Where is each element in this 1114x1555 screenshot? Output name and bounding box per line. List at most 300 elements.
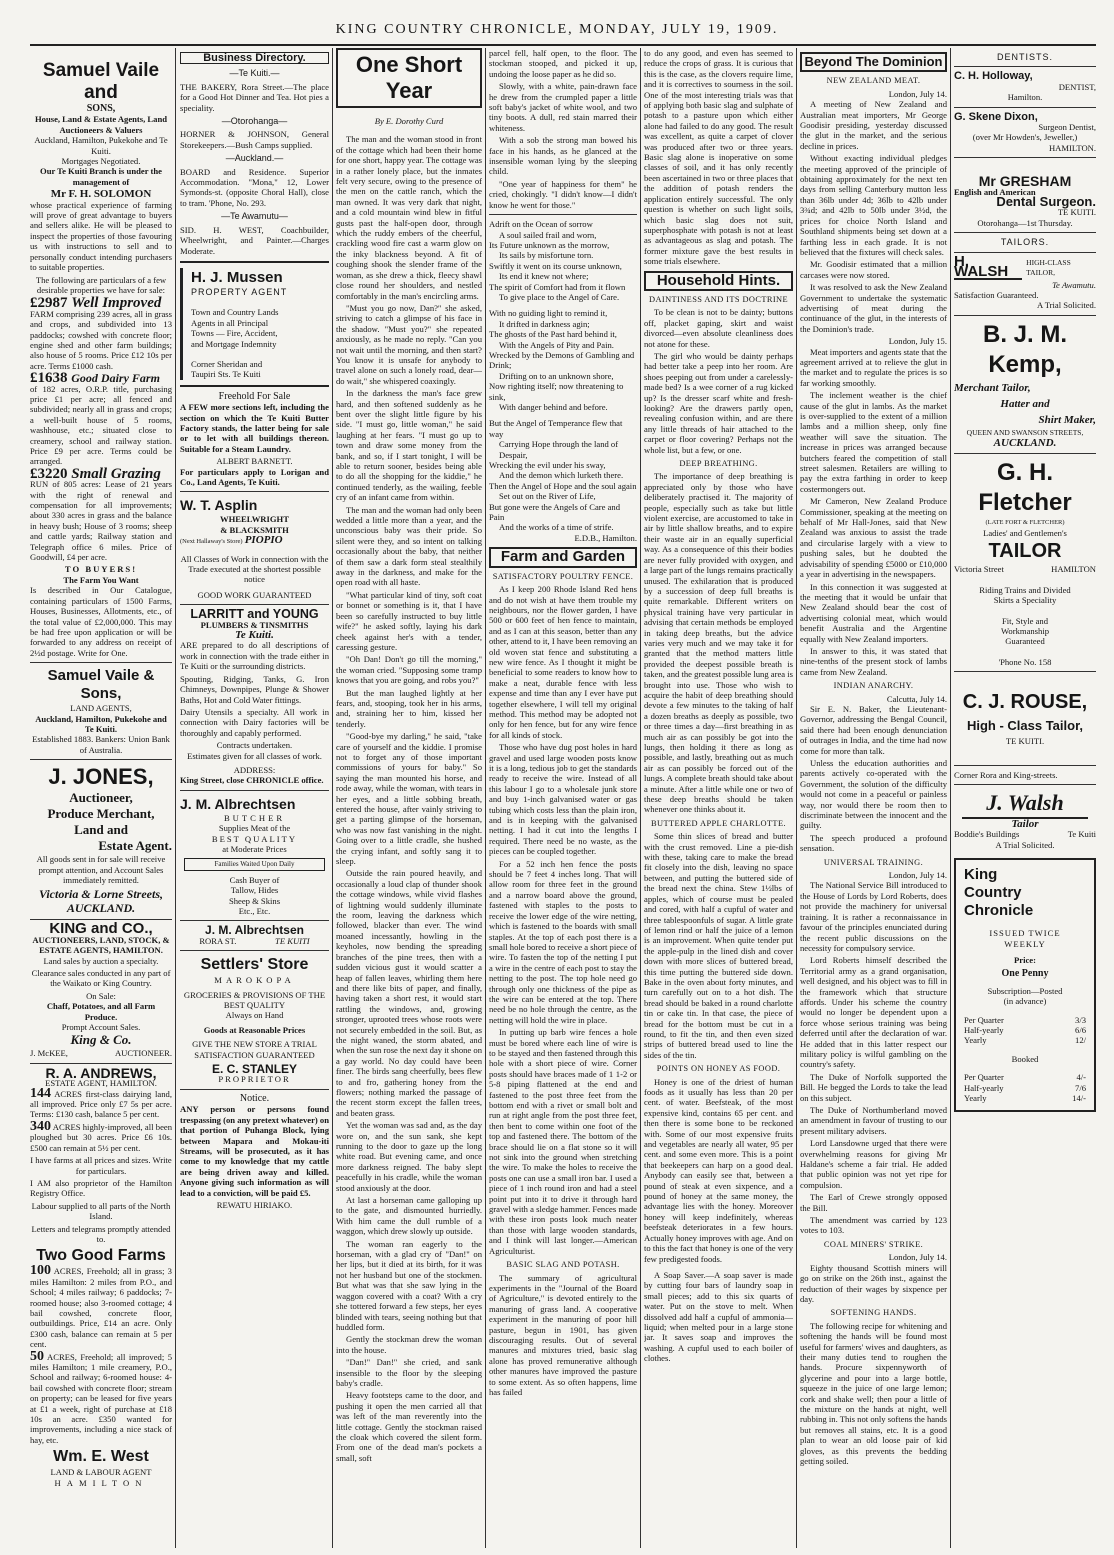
column-divider <box>640 48 641 1548</box>
settlers-line-1: GROCERIES & PROVISIONS OF THE BEST QUALITY <box>183 989 326 1011</box>
divider <box>180 920 329 921</box>
jwalsh-town: Te Kuiti <box>1067 829 1096 840</box>
column-divider <box>332 48 333 1548</box>
directory-section-te-awamutu: —Te Awamutu— <box>221 211 288 222</box>
column-6-news <box>800 48 947 1548</box>
albrechtsen-line-5: Tallow, Hides <box>230 885 279 896</box>
gresham-line-4: Otorohanga—1st Thursday. <box>977 217 1073 228</box>
vaile-sons-sub: LAND AGENTS, <box>70 703 132 714</box>
mussen-line-2: Agents in all Principal <box>191 317 269 328</box>
vaile-sons-places: Auckland, Hamilton, Pukekohe and Te Kuiti. <box>35 713 167 734</box>
walsh-trial: A Trial Solicited. <box>1037 300 1096 311</box>
fence-paragraph: As I keep 200 Rhode Island Red hens and do not wish at have them trouble my neighbours, nor the flower garden, I have 500 or 600 feet of hen fence to maintain, and as I can at this season, better than any other, attend to it, I have been removing an old woven stat fence and substituting a new wire fence. As I thought it might be beneficial to some readers to know how to make a neat, durable fence with less expense and time than any I ever have put together elsewhere, I will tell my original method. This method may be adopted not only for hen fence, but for any wire fence for all kinds of stock. <box>489 584 637 740</box>
poem-line: With danger behind and before. <box>499 402 608 412</box>
poem-line: Then the Angel of Hope and the soul again <box>489 480 637 491</box>
masthead: KING COUNTRY CHRONICLE, MONDAY, JULY 19, 1909. <box>335 22 779 37</box>
albrechtsen-line-4: Cash Buyer of <box>229 874 280 885</box>
household-hints-heading: Household Hints. <box>644 271 793 291</box>
jwalsh-address <box>954 829 1096 839</box>
kemp-line-5: AUCKLAND. <box>993 437 1057 450</box>
chronicle-price-heading: Price: <box>1014 955 1036 966</box>
beyond-dominion-heading: Beyond The Dominion <box>800 52 947 72</box>
dentists-heading: DENTISTS. <box>996 52 1053 62</box>
training-paragraph: Lord Lansdowne urged that there were overwhelming reasons for giving Mr Haldane's scheme a fair trial. He added that public opinion was not yet ripe for compulsion. <box>800 1138 947 1190</box>
nz-meat-heading: NEW ZEALAND MEAT. <box>826 76 921 86</box>
albrechtsen-line-7: Etc., Etc. <box>238 906 271 916</box>
gresham-heading: Mr GRESHAM <box>978 173 1072 190</box>
gresham-line-2: Dental Surgeon. <box>996 194 1096 210</box>
divider <box>180 261 329 263</box>
rate-row <box>964 1093 1086 1103</box>
rate-row <box>964 1072 1086 1082</box>
property-2-price: £1638 <box>30 370 68 387</box>
farm-garden-heading: Farm and Garden <box>489 547 637 567</box>
nz-meat-paragraph: Mr Cameron, New Zealand Produce Commissioner, speaking at the meeting on behalf of Mr Hall-Jones, said that New Zealand was anxious to assist the trade and circularise largely with a view to pushing sales, but he doubted the advisability of spending £5000 or £10,000 a year in advertising in the newspapers. <box>800 496 947 580</box>
gresham-line-1: English and American <box>954 186 1036 197</box>
property-3-price: £3220 <box>30 465 68 482</box>
story-byline: By E. Dorothy Curd <box>374 116 444 126</box>
king-sub: AUCTIONEERS, LAND, STOCK, & ESTATE AGENTS, HAMILTON. <box>32 934 170 956</box>
freehold-body: A FEW more sections left, including the section on which the Te Kuiti Butter Factory stands, the latter being for sale or to let with all buildings thereon. Suitable for a Steam Laundry. <box>180 402 329 454</box>
walsh-place: Te Awamutu. <box>1052 279 1096 290</box>
poem-line: Set out on the River of Life, <box>499 491 596 502</box>
mussen-heading: H. J. Mussen <box>191 268 283 286</box>
rate-label: Half-yearly <box>964 1082 1004 1093</box>
king-line-1: Land sales by auction a specialty. <box>43 955 159 966</box>
poem <box>489 219 637 533</box>
poem-line: Carrying Hope through the land of Despair, <box>499 439 619 460</box>
mussen-line-1: Town and Country Lands <box>191 307 279 318</box>
divider <box>30 662 172 663</box>
rouse-heading: C. J. ROUSE, <box>962 691 1088 714</box>
directory-board: BOARD and Residence. Superior Accommodation. "Mona," 12, Lower Symonds-st. (opposite Choral Hall), close to tram. 'Phone, No. 293. <box>180 166 329 208</box>
holloway-heading: C. H. Holloway, <box>954 70 1033 83</box>
albrechtsen2-heading: J. M. Albrechtsen <box>205 923 304 938</box>
property-3-title: Small Grazing <box>71 465 161 482</box>
vaile-desc: House, Land & Estate Agents, Land Auctioneers & Valuers <box>34 114 168 135</box>
larritt-place: Te Kuiti. <box>235 629 274 642</box>
column-2-business-directory <box>180 48 329 1548</box>
kemp-heading: B. J. M. Kemp, <box>982 320 1067 378</box>
dixon-sub: Surgeon Dentist, <box>1038 122 1096 133</box>
fletcher-sub: (LATE FORT & FLETCHER) <box>985 518 1065 526</box>
farm-item-1 <box>30 1263 172 1350</box>
divider <box>180 790 329 791</box>
property-2-body: of 182 acres, O.R.P. title, purchasing price £1 per acre; all fenced and subdivided; nearly all in grass and crops; a well-built house of 5 rooms, washhouse, etc.; situated close to creamery, school and railway station. Price £9 per acre. Terms could be arranged. <box>30 383 172 467</box>
jwalsh-building: Boddie's Buildings <box>954 829 1020 840</box>
column-7-tradesmen <box>954 48 1096 1548</box>
asplin-line-2: & BLACKSMITH <box>220 524 289 535</box>
column-5-household <box>644 48 793 1548</box>
rate-label: Per Quarter <box>964 1072 1004 1083</box>
albrechtsen-line-1: Supplies Meat of the <box>218 823 291 834</box>
asplin-body: All Classes of Work in connection with the Trade executed at the shortest possible notice <box>180 553 329 585</box>
divider <box>180 604 329 605</box>
kemp-line-1: Merchant Tailor, <box>954 381 1031 394</box>
divider <box>954 784 1096 785</box>
settlers-proprietor: PROPRIETOR <box>218 1074 291 1085</box>
dixon-address: (over Mr Howden's, Jeweller,) <box>972 132 1078 143</box>
jones-heading: J. JONES, <box>48 764 154 790</box>
albrechtsen2-town: TE KUITI <box>275 935 310 946</box>
story-continued: Slowly, with a white, pain-drawn face he drew from the crumpled paper a little soft baby's jacket of white wool, and two tiny boots. A dull, red stain marred their whiteness. <box>489 81 637 133</box>
training-heading: UNIVERSAL TRAINING. <box>823 857 924 867</box>
notice-body: ANY person or persons found trespassing (on any pretext whatever) on that portion of Puhanga Block, lying between Mapara and Mokau-iti Streams, will be prosecuted, as it has come to my knowledge that my cattle are being driven away and killed. Anyone giving such information as will lead to a conviction, will be paid £5. <box>180 1104 329 1198</box>
poem-line: Its end it knew not where; <box>499 271 589 282</box>
story-paragraph: The man and the woman had only been wedded a little more than a year, and the unconscious baby was their pride. So silent were they, and so intent on talking occasionally about the baby, that neither of them saw a dark form steal stealthily away in the darkness, and make for the open road with all haste. <box>336 504 482 588</box>
honey-heading: POINTS ON HONEY AS FOOD. <box>656 1064 781 1074</box>
nz-meat-paragraph: In this connection it was suggested at the meeting that it would be unfair that New Zealand should bear the cost of advertising colonial meat, which would benefit Australia and the Argentine equally with New Zealand importers. <box>800 581 947 644</box>
property-1-body: FARM comprising 239 acres, all in grass and crops, and subdivided into 13 paddocks; cowshed with concrete floor; engine shed and other farm buildings; also house of 5 rooms. Price £12 10s per acre. Terms £1000 cash. <box>30 308 172 371</box>
nz-meat-date: London, July 14. <box>888 88 947 99</box>
coal-heading: COAL MINERS' STRIKE. <box>823 1239 924 1249</box>
dainty-heading: DAINTINESS AND ITS DOCTRINE <box>649 294 788 304</box>
tailors-heading: TAILORS. <box>1000 237 1050 248</box>
divider <box>30 1063 172 1064</box>
fletcher-line-1: Ladies' and Gentlemen's <box>983 527 1067 538</box>
freehold-heading: Freehold For Sale <box>218 390 291 402</box>
kemp-line-4: QUEEN AND SWANSON STREETS, <box>966 427 1084 437</box>
poem-line: But the Angel of Temperance flew that way <box>489 418 623 439</box>
story-paragraph: But the man laughed lightly at her fears, and, stooping, took her in his arms, and, straining her to him, kissed her tenderly. <box>336 687 482 729</box>
story-paragraph: Gently the stockman drew the woman into the house. <box>336 1334 482 1355</box>
chronicle-ad <box>954 858 1096 1111</box>
andrews-item-2 <box>30 1118 172 1153</box>
andrews-heading: R. A. ANDREWS, <box>45 1064 157 1081</box>
divider <box>954 157 1096 158</box>
dixon-heading: G. Skene Dixon, <box>954 110 1038 123</box>
story-paragraph: "Dan!" Dan!" she cried, and sank insensible to the floor by the sleeping baby's cradle. <box>336 1357 482 1388</box>
albrechtsen2-street: RORA ST. <box>199 935 237 946</box>
hands-heading: SOFTENING HANDS. <box>830 1308 917 1318</box>
masthead-rule <box>30 44 1096 46</box>
directory-west: SID. H. WEST, Coachbuilder, Wheelwright, and Painter.—Charges Moderate. <box>180 224 329 256</box>
property-2-heading <box>30 370 172 387</box>
charlotte-paragraph: Some thin slices of bread and butter with the crust removed. Line a pie-dish with these, taking care to make the bread fit closely into the dish, leaving no space between, and putting the buttered side of the bread next the china. Stew 1½lbs of apples, which of course must be pealed and cored, with half a cupful of water and three tablespoonfuls of sugar. A little grate of lemon rind or half the juice of a lemon is an improvement. When quite tender put the apple-pulp in the lined dish and cover down with more slices of buttered bread, this time putting the buttered side down. Bake in the oven about forty minutes, and turn carefully out on to a hot dish. The bread should be baked in a round charlotte tin or cake tin. In that case, the piece of bread for the bottom must be cut in a round, to fit the tin, and then even sized strips of buttered bread used to line the sides of the tin. <box>644 831 793 1060</box>
slag-heading: BASIC SLAG AND POTASH. <box>506 1260 620 1270</box>
albrechtsen-box: Families Waited Upon Daily <box>184 858 325 870</box>
rate-row <box>964 1083 1086 1093</box>
divider <box>954 232 1096 233</box>
training-paragraph: The Duke of Northumberland moved an amendment in favour of trusting to our present military advisers. <box>800 1105 947 1136</box>
dixon-place: HAMILTON. <box>1048 142 1096 153</box>
divider <box>954 107 1096 108</box>
gresham-line-3: TE KUITI. <box>1057 207 1096 218</box>
divider <box>489 214 637 215</box>
larritt-body: ARE prepared to do all descriptions of work in connection with the trade either in Te Kuiti or the surrounding districts. <box>180 640 329 672</box>
chronicle-line-1: King <box>964 866 998 884</box>
asplin-location <box>180 535 329 547</box>
rate-value: 7/6 <box>1075 1082 1086 1093</box>
story-paragraph: Yet the woman was sad and, as the day wore on, and the sun sank, she kept running to the door to gaze up the long white road. But evening came, and once more darkness reigned. The baby slept peacefully in his cradle, while the woman stood anxiously at the door. <box>336 1120 482 1193</box>
poem-signature: E.D.B., Hamilton. <box>574 532 637 543</box>
mussen-line-6: Taupiri Sts. Te Kuiti <box>191 369 261 380</box>
farm-item-2-body: ACRES, Freehold; all improved; 5 miles Hamilton; 1 mile creamery, P.O., School and railway; 6-roomed house: 4-bail cowshed with concrete floor; stream on property; can be leased for five years at £1 a week, right of purchase at £18 10s an acre. £350 wanted for improvements, including a nice stack of hay, etc. <box>30 1351 172 1445</box>
training-paragraph: The amendment was carried by 123 votes to 103. <box>800 1215 947 1236</box>
property-1-heading <box>30 295 172 312</box>
india-paragraph: The speech produced a profound sensation. <box>800 832 947 854</box>
dainty-paragraph: To be clean is not to be dainty; buttons off, placket gaping, skirt and waist divorced—even absolute cleanliness does not atone for these. <box>644 307 793 349</box>
poem-line: Swiftly it went on its course unknown, <box>489 260 622 271</box>
larritt-sub: PLUMBERS & TINSMITHS <box>200 619 309 630</box>
buyers-sub: The Farm You Want <box>63 574 139 585</box>
larritt-list: Spouting, Ridging, Tanks, G. Iron Chimneys, Downpipes, Plunge & Shower Baths, Hot and Cold Water fittings. <box>180 673 329 705</box>
buyers-heading: TO BUYERS! <box>64 564 138 575</box>
training-paragraph: The Earl of Crewe strongly opposed the Bill. <box>800 1192 947 1213</box>
settlers-owner: E. C. STANLEY <box>211 1062 298 1077</box>
coal-date: London, July 14. <box>888 1252 947 1263</box>
nz-meat-paragraph: In answer to this, it was stated that nine-tenths of the present stock of lambs came from New Zealand. <box>800 645 947 677</box>
nz-meat-paragraph: It was resolved to ask the New Zealand Government to undertake the systematic advertising of meat during the continuance of the glut, in the interests of the Dominion's trade. <box>800 282 947 334</box>
rate-row <box>964 1035 1086 1045</box>
fletcher-street: Victoria Street <box>954 564 1004 575</box>
india-paragraph: Sir E. N. Baker, the Lieutenant-Governor, addressing the Bengal Council, said there had been enough denunciation of outrages in India, and the time had now come for more than talk. <box>800 703 947 756</box>
notice-name: REWATU HIRIAKO. <box>216 1199 293 1210</box>
poem-line: To give place to the Angel of Care. <box>499 291 620 302</box>
jones-body: All goods sent in for sale will receive prompt attention, and Account Sales immediately remitted. <box>36 854 166 885</box>
rate-value: 14/- <box>1072 1093 1086 1104</box>
rouse-line-1: High - Class Tailor, <box>966 718 1084 734</box>
india-date: Calcutta, July 14. <box>886 693 947 704</box>
king-auctioneer-name: J. McKEE, <box>30 1048 68 1059</box>
chronicle-booked: Booked <box>1011 1053 1039 1064</box>
story-paragraph: Heavy footsteps came to the door, and pushing it open the men carried all that was left of the man reverently into the little cottage. Gently the stockman raised the cloak which covered the silent form. From one of the dead man's pockets a small, soft <box>336 1390 482 1463</box>
divider <box>954 765 1096 766</box>
fence-paragraph: For a 52 inch hen fence the posts should be 7 feet 4 inches long. That will allow room for three feet in the ground and a narrow board above the ground, fastened with staples to the posts to receive the lower edge of the wire netting, which is fastened to the boards with small staples. At the top of each post there is a small hole bored to receive a short piece of wire. To fasten the top of the netting I put a wire in the centre of each post to stay the netting to the post. The top hole need go through only one thickness of the pipe as the wire can be entered at the top. There need be no hole through the centre, as the netting will hold the wire in place. <box>489 858 637 1025</box>
vaile-following: The following are particulars of a few desirable properties we have for sale: <box>35 274 167 295</box>
rate-row <box>964 1015 1086 1025</box>
story-paragraph: "Good-bye my darling," he said, "take care of yourself and the kiddie. I promise not to forget any of those important commissions of yours for baby." So saying the man mounted his horse, and rode away, while the woman, with tears in her eyes, and a little sobbing breath, entered the house, after vainly striving to get a parting glimpse of the horseman, who was now fast vanishing in the night. Going over to a little cradle, she hushed the crying infant, and softly sang it to sleep. <box>336 731 482 867</box>
charlotte-heading: BUTTERED APPLE CHARLOTTE. <box>651 818 786 828</box>
poem-line: Adrift on the Ocean of sorrow <box>489 219 593 230</box>
freehold-apply: For particulars apply to Lorigan and Co., Land Agents, Te Kuiti. <box>180 466 329 487</box>
deep-breathing-paragraph: The importance of deep breathing is appreciated only by those who have deliberately practised it. The majority of people, especially such as take but little violent exercise, are accustomed to take in air by little shallow breaths, and to expire their waste air in an equally superficial way. As a consequence of this their bodies are never fully provided with oxygen, and a large part of the lungs remains practically unused. The exhilaration that is produced by a succession of deep full breaths is quite remarkable. Different writers on physical training have very particular in advising that certain methods be employed in taking deep breaths, but the advice varies very much and we may take it for granted that the method matters little provided the deepest possible breath is taken, and the greatest possible lung area is brought into use. Those who wish to acquire the habit of deep breathing should devote a few minutes to the taking of half a dozen breaths as deeply as possible, two or three times a day—first breathing in as much air as can possibly be got into the lungs, then holding it there as long as possible, and lastly, breathing out as much air as can possibly be forced out of the lungs. A complete breath should take about a minute. After a little while one or two of these deep breaths should be taken whenever one thinks about it. <box>644 471 793 815</box>
settlers-heading: Settlers' Store <box>200 956 309 974</box>
column-divider <box>796 48 797 1548</box>
story-paragraph: "Oh Dan! Don't go till the morning," the woman cried. "Supposing some tramp knows that you are going, and robs you?" <box>336 654 482 686</box>
training-paragraph: Lord Roberts himself described the Territorial army as a grand organisation, well designed, and his object was to fill in the framework which that structure affords. Under his scheme the country would no longer be dependent upon a force whose serious training was being deferred until after the declaration of war. He added that in this latter respect our military policy is wilful gambling on the country's safety. <box>800 955 947 1070</box>
kemp-line-2: Hatter and <box>1000 397 1050 410</box>
story-continued: "One year of happiness for them" he cried, chokingly. "I didn't know—I didn't know he went for those." <box>489 178 637 210</box>
nz-meat-date-2: London, July 15. <box>888 336 947 347</box>
mussen-line-4: and Mortgage Indemnity <box>191 338 277 349</box>
story-paragraph: The woman ran eagerly to the horseman, with a glad cry of "Dan!" on her lips, but it died at its birth, for it was not her husband but one of the stockmen. But what was that she saw lying in the waggon covered with a coat? With a cry she tottered forward a few steps, her eyes blinded with tears, seeing nothing but that huddled form. <box>336 1238 482 1332</box>
divider <box>954 252 1096 253</box>
soap-paragraph: A Soap Saver.—A soap saver is made by cutting four bars of laundry soap in small pieces; add to this six quarts of water. Put on the stove to melt. When dissolved add half a cupful of ammonia—liquid; when melted pour in a large stone jar. It saves soap and improves the washing. A cupful used to each boiler of clothes. <box>644 1269 793 1364</box>
rouse-line-3: Corner Rora and King-streets. <box>954 769 1058 780</box>
asplin-line-3: (Next Hallaway's Store) <box>180 538 243 546</box>
jones-address: Victoria & Lorne Streets, AUCKLAND. <box>38 887 163 916</box>
directory-horner: HORNER & JOHNSON, General Storekeepers.—Bush Camps supplied. <box>180 129 329 150</box>
notice-heading: Notice. <box>239 1092 270 1104</box>
mussen-sub: PROPERTY AGENT <box>191 286 288 297</box>
rate-label: Per Quarter <box>964 1014 1004 1025</box>
asplin-guarantee: GOOD WORK GUARANTEED <box>197 589 312 600</box>
poem-line: The ghosts of the Past hard behind it, <box>489 329 617 340</box>
king-heading: KING and CO., <box>49 920 153 938</box>
story-paragraph: In the darkness the man's face grew hard, and then softened suddenly as he bent over the slight little figure by his side. "I must go, little woman," he said laughing at her fears. "I must go up to town and draw some money from the bank, and so, if I start tonight, I will be able to return sooner, besides being able to do all the shopping for the kiddie," he continued tenderly, as the wailing, feeble cry of an infant came from within. <box>336 388 482 503</box>
fence-paragraph: In putting up barb wire fences a hole must be bored where each line of wire is to be stayed and then fastened through this hole with a short piece of wire. Corner posts should have braces made of 1 1-2 or 5-8 piping flattened at the end and fastened to the post three feet from the bottom end with a rivet or small bolt and run at right angle from the post three feet, then bent to come within one foot of the top and fastened there. The bottom of the brace should lie on a flat stone so it will not sink into the ground when stretching the wire. To make the holes to receive the posts one can use a small iron bar. I used a piece of 1 inch round iron and had a steel point put into it to drive it through hard gravel with a sledge hammer. Fences made with these iron posts look much neater than those with large wooden standards, and I think will last longer.—American Agriculturist. <box>489 1027 637 1256</box>
rate-value: 6/6 <box>1075 1025 1086 1036</box>
farm-item-2 <box>30 1348 172 1446</box>
albrechtsen-line-3: at Moderate Prices <box>222 843 287 854</box>
jwalsh-line-3: A Trial Solicited. <box>995 839 1055 850</box>
holloway-place: Hamilton. <box>1007 92 1043 103</box>
vaile-sons-heading: Samuel Vaile & Sons, <box>47 667 155 703</box>
jones-line-2: Produce Merchant, <box>47 806 155 822</box>
two-farms-heading: Two Good Farms <box>36 1247 166 1265</box>
farm-item-1-num: 100 <box>30 1263 51 1279</box>
directory-section-auckland: —Auckland.— <box>225 153 284 164</box>
hands-paragraph: The following recipe for whitening and softening the hands will be found most useful for farmers' wives and daughters, as their many duties tend to roughen the hands. Procure sixpennyworth of glycerine and pour into a large bottle, squeeze in the juice of one large lemon; cork and shake well; then pour a little of the mixture on the hands at night, well rubbing in. This not only softens the hands but removes all stains, etc. It is a good plan to wear an old loose pair of kid gloves, as this prevents the bedding getting soiled. <box>800 1320 947 1466</box>
albrechtsen-sub: BUTCHER <box>223 812 286 823</box>
larritt-estimates: Estimates given for all classes of work. <box>187 750 322 761</box>
directory-section-te-kuiti: —Te Kuiti.— <box>229 68 280 79</box>
larritt-dairy: Dairy Utensils a specialty. All work in connection with Dairy factories will be thoroughly and capably performed. <box>180 706 329 738</box>
west-heading: Wm. E. West <box>53 1448 149 1466</box>
king-line-5: Prompt Account Sales. <box>61 1022 141 1033</box>
farm-item-1-body: ACRES, Freehold; all in grass; 3 miles Hamilton: 2 miles from P.O., and School; 4 miles railway; 6 paddocks; 7-roomed house; also 3-roomed cottage; 4 bail cowshed, concrete floor, outbuildings. Price, £14 an acre. Only £300 cash, balance can remain at 5 per cent. <box>30 1266 172 1350</box>
jones-line-3: Land and <box>74 822 128 838</box>
andrews-list: I have farms at all prices and sizes. Write for particulars. <box>30 1155 172 1176</box>
larritt-address-heading: ADDRESS: <box>233 764 276 775</box>
vaile-body: whose practical experience of farming will prove of great advantage to buyers and sellers alike. He will be pleased to inspect the properties of those favouring us with instructions to sell and to personally conduct intending purchasers to suitable properties. <box>30 199 172 273</box>
divider <box>180 385 329 387</box>
fletcher-heading: G. H. Fletcher <box>978 458 1072 516</box>
fletcher-line-8: Guaranteed <box>1005 636 1045 647</box>
divider <box>954 315 1096 316</box>
story-paragraph: "What particular kind of tiny, soft coat or bonnet or something is it, that I have been so carefully instructed to buy little wife?" he asked softly, laying his dark cheek against her's with a tender, caressing gesture. <box>336 589 482 652</box>
column-divider <box>485 48 486 1548</box>
rouse-line-2: TE KUITI. <box>1005 736 1045 747</box>
property-1-title: Well Improved <box>71 295 162 312</box>
poem-line: Drifting on to an unknown shore, <box>499 370 614 381</box>
rate-label: Yearly <box>964 1035 987 1046</box>
directory-heading: Business Directory. <box>180 52 329 64</box>
fletcher-line-5: Skirts a Speciality <box>993 595 1057 606</box>
property-3-body: RUN of 805 acres: Lease of 21 years with the right of renewal and compensation for all improvements; about 330 acres in grass and the balance in heavy bush; House of 3 rooms; sheep and cattle yards; Railway station and Telegraph office 6 miles. Price of Goodwill, £4 per acre. <box>30 479 172 563</box>
king-line-6: King & Co. <box>70 1032 132 1048</box>
divider <box>30 759 172 760</box>
king-line-4: Chaff, Potatoes, and all Farm Produce. <box>46 1001 156 1022</box>
coal-paragraph: Eighty thousand Scottish miners will go on strike on the 26th inst., against the reduction of their wages by sixpence per day. <box>800 1262 947 1304</box>
walsh-row <box>954 252 1096 281</box>
vaile-branch: Our Te Kuiti Branch is under the management of <box>40 166 162 187</box>
nz-meat-paragraph: The inclement weather is the chief cause of the glut in lambs. As the market is over-supplied to the extent of a million lambs and a million sheep, only fine weather will save the situation. The increase in prices was arranged because butchers feared the competition of stall street salesmen. Retailers are willing to pay the extra farthing in order to keep costermongers out. <box>800 390 947 494</box>
chronicle-issued: ISSUED TWICE WEEKLY <box>989 928 1061 949</box>
king-line-3: On Sale: <box>86 990 116 1001</box>
column-3-story <box>336 48 482 1548</box>
freehold-name: ALBERT BARNETT. <box>216 456 293 467</box>
king-auctioneer <box>30 1048 172 1058</box>
andrews-sub: ESTATE AGENT, HAMILTON. <box>45 1078 157 1089</box>
settlers-line-2: Always on Hand <box>225 1010 284 1021</box>
settlers-line-4: GIVE THE NEW STORE A TRIAL SATISFACTION GUARANTEED <box>192 1039 317 1060</box>
divider <box>954 671 1096 672</box>
albrechtsen2-address <box>180 936 329 946</box>
india-heading: INDIAN ANARCHY. <box>833 681 914 691</box>
larritt-heading: LARRITT and YOUNG <box>190 607 319 622</box>
rate-value: 4/- <box>1076 1072 1086 1083</box>
rate-row <box>964 1025 1086 1035</box>
property-1-price: £2987 <box>30 295 68 312</box>
asplin-line-4: PIOPIO <box>244 534 283 547</box>
buyers-body: Is described in Our Catalogue, containing particulars of 1500 Farms, Houses, Businesses, Allotments, etc., of the total value of £2,000,000. This may be had free upon application or will be forwarded to any address on receipt of 2½d postage. Write for One. <box>30 585 172 658</box>
poem-line: Wrecked by the Demons of Gambling and Drink; <box>489 349 635 371</box>
holloway-sub: DENTIST, <box>1058 81 1096 92</box>
chronicle-subscription-note: (in advance) <box>1003 996 1047 1007</box>
poem-line: With the Angels of Pity and Pain. <box>499 339 614 350</box>
honey-paragraph: Honey is one of the driest of human foods as it usually has less than 20 per cent. of water. Beefsteak, of the most expensive kind, contains 65 per cent. and then there is some bone to be reckoned with. Some of our most expensive fruits and vegetables are nearly all water, 95 per cent. and some even more. This is a point that beekeepers can harp on a good deal. Anybody can easily see that, between a pound of steak at even sixpence, and a pound of honey at the same money, the advantage lies with the honey. Moreover honey will keep indefinitely, whereas beefsteak deteriorates in a few hours. Actually honey improves with age. And on to this the fact that honey is one of the very few predigested foods. <box>644 1076 793 1264</box>
west-sub: LAND & LABOUR AGENT <box>50 1467 152 1478</box>
divider <box>180 950 329 951</box>
story-paragraph: Outside the rain poured heavily, and occasionally a loud clap of thunder shook the cottage windows, while vivid flashes of lightning would suddenly illuminate the room, leaving the darkness which followed, blacker than ever. The wind moaned incessantly, howling in the keyholes, now bending the spreading branches of the pine trees, then with a sudden vicious gust it would scatter a heap of fallen leaves, whirling them here and there like bits of paper, and finally, having taken a short rest, it would start rattling the windows, and, growing stronger, uprooted trees whose roots were not securely embedded in the soil. But, as the night waned, the storm abated, and when the sun rose the next day it shone on a gay world. No day could have been finer. The birds sang cheerfully, bees flew to and fro, gathering honey from the flowers; nothing marked the passage of the recent storm except the fallen trees, and beaten grass. <box>336 868 482 1118</box>
andrews-letters: Letters and telegrams promptly attended to. <box>31 1223 171 1244</box>
story-paragraph: At last a horseman came galloping up to the gate, and dismounted hurriedly. With him came the dull rumble of a waggon, which drew slowly up outside. <box>336 1195 482 1237</box>
story-continued: With a sob the strong man bowed his face in his hands, as he glanced at the insensible woman lying by the sleeping child. <box>489 135 637 177</box>
nz-meat-paragraph: Without exacting individual pledges the meeting approved of the principle of obtaining approximately for the next ten days from selling Canterbury mutton less than 36lb under 4d; 36lb to 42lb under 3¾d; and 42lb to 50lb under 3½d, the prices for choice North Island and Southland shipments being set down at a farthing less in each grade. It is not believed that the fixtures will check sales. <box>800 153 947 257</box>
andrews-item-2-num: 340 <box>30 1118 51 1134</box>
deep-breathing-heading: DEEP BREATHING. <box>679 459 758 469</box>
andrews-item-1-body: ACRES first-class dairying land, all improved. Price only £7 5s per acre. Terms: £130 cash, balance 5 per cent. <box>30 1088 172 1120</box>
andrews-registry: I AM also proprietor of the Hamilton Registry Office. <box>30 1177 172 1199</box>
chronicle-subscription: Subscription—Posted <box>987 985 1063 996</box>
fletcher-line-7: Workmanship <box>1001 625 1049 636</box>
divider <box>180 491 329 492</box>
story-paragraph: The man and the woman stood in front of the cottage which had been their home for one short, happy year. The cottage was in a rather lonely place, but the inmates felt very secure, owing to the presence of the men on the cattle ranch, which the man owned. It was very dark that night, and a cold mountain wind blew in fitful gusts past the half-open door, through which the ruddy embers of the cheerful, crackling wood fire cast a warm glow on the inky blackness beyond. A fit of coughing shook the slender frame of the woman, as she drew a thick, fleecy shawl close round her shoulders, and nestled comfortably in the man's encircling arms. <box>336 134 482 301</box>
poem-line: But gone were the Angels of Care and Pain <box>489 501 621 523</box>
walsh-heading: H. WALSH <box>954 257 1022 280</box>
larritt-contracts: Contracts undertaken. <box>216 740 293 751</box>
jones-line-1: Auctioneer, <box>69 790 133 806</box>
column-1-ads <box>30 48 172 1548</box>
vaile-sons: SONS, <box>86 103 116 114</box>
chronicle-price: One Penny <box>1001 968 1049 980</box>
column-divider <box>175 48 176 1548</box>
albrechtsen-line-6: Sheep & Skins <box>228 895 281 906</box>
slag-continued: to do any good, and even has seemed to reduce the crops of grass. It is curious that this is the case, as the clovers require lime, and it is correctives to sourness in the soil. One of the most interesting trials was that of applying both basic slag and sulphate of potash to a pasture upon which either alone had failed to do any good. The result was excellent, as quite a carpet of clover was produced after two or three years. Basic slag alone is inoperative on some classes of soil, and it has only recently been ascertained in two or three places that the addition of potash renders the application entirely successful. The only question is whether on such light soils, which basic slag does not suit, superphosphate with potash is not at least as advantageous as slag and potash. The former mixture gave the best results in some trials elsewhere. <box>644 48 793 267</box>
rate-value: 12/ <box>1075 1035 1086 1046</box>
property-3-heading <box>30 465 172 482</box>
chronicle-line-2: Country <box>964 884 1022 902</box>
farm-item-2-num: 50 <box>30 1348 44 1364</box>
directory-section-otorohanga: —Otorohanga— <box>221 116 288 127</box>
settlers-line-3: Goods at Reasonable Prices <box>203 1024 306 1035</box>
king-auctioneer-title: AUCTIONEER. <box>114 1048 172 1059</box>
fence-paragraph: Those who have dug post holes in hard gravel and used large wooden posts know it is a long, tedious job to get the standards ready to receive the wire. Instead of all this labour I go to a wholesale junk store and buy 1-inch galvanised water or gas tubing which costs less than the plain iron, and is in keeping with the galvanised netting. I had it cut into the lengths I required. There need be no waste, as the pieces can be coupled together. <box>489 742 637 857</box>
slag-paragraph: The summary of agricultural experiments in the "Journal of the Board of Agriculture," is devoted entirely to the manuring of grass land. A cooperative experiment in the manuring of poor hill pasture, begun in 1901, has given discouraging results. Out of several manures and mixtures tried, basic slag alone has proved remunerative although other manures have improved the pasture to some extent. As so often happens, lime has failed <box>489 1272 637 1397</box>
king-line-2: Clearance sales conducted in any part of the Waikato or King Country. <box>31 968 171 989</box>
jwalsh-heading: J. Walsh <box>962 789 1088 819</box>
story-continued: parcel fell, half open, to the floor. The stockman stooped, and picked it up, undoing the loose paper as he did so. <box>489 48 637 79</box>
rate-label: Yearly <box>964 1093 987 1104</box>
column-divider <box>950 48 951 1548</box>
poem-line: Now righting itself; now threatening to sink, <box>489 381 624 402</box>
fence-heading: SATISFACTORY POULTRY FENCE. <box>492 571 634 581</box>
walsh-sub: HIGH-CLASS TAILOR, <box>1026 257 1071 278</box>
india-paragraph: Unless the education authorities and parents actively co-operated with the Government, the solution of the difficulty would not come in a peaceful or painless way, nor would there be room then to discriminate between the innocent and the guilty. <box>800 758 947 831</box>
vaile-sons-est: Established 1883. Bankers: Union Bank of Australia. <box>32 734 170 755</box>
vaile-manager: Mr F. H. SOLOMON <box>50 188 152 201</box>
training-date: London, July 14. <box>888 870 947 881</box>
poem-line: A soul sailed frail and worn, <box>499 229 597 240</box>
mussen-ad <box>180 268 329 380</box>
dainty-paragraph: The girl who would be dainty perhaps had better take a peep into her room. Are shoes peeping out from under a carelessly-made bed? Is a wee corner of a rug kicked up? Is the dresser scarf white and fresh-looking? Are the drawers partly open, revealing confusion within, and are there any little threads of hair attached to the carpet or floor covering? Perhaps not the whole list, but a few, or one. <box>644 350 793 455</box>
kemp-line-3: Shirt Maker, <box>1038 413 1096 426</box>
andrews-item-2-body: ACRES highly-improved, all been ploughed but 30 acres. Price £6 10s. £500 can remain at 5½ per cent. <box>30 1121 172 1153</box>
story-paragraph: "Must you go now, Dan?" she asked, striving to catch a glimpse of his face in the shadow. "Must you?" she repeated anxiously, as he made no reply. "Can you not wait until the morning, and then start? You know it is unsafe for anybody to travel alone on such a lonely road, dear—do wait," she whispered coaxingly. <box>336 302 482 386</box>
poem-line: Its Future unknown as the morrow, <box>489 239 610 250</box>
